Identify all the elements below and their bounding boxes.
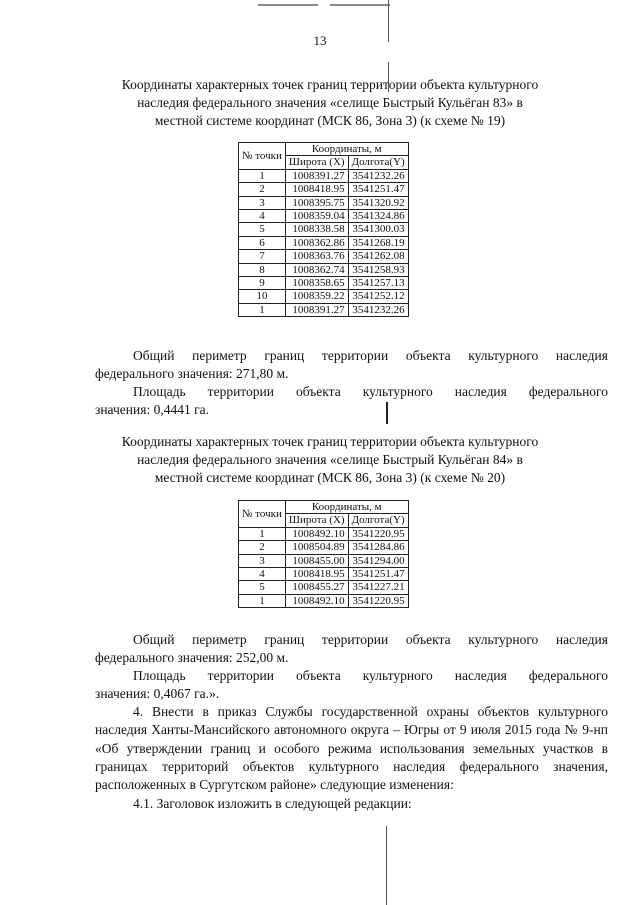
perimeter-text-2: Общий периметр границ территории объекта культурного наследия [133, 632, 608, 647]
table-row [239, 169, 409, 182]
perimeter-text-1-cont: федерального значения: 271,80 м. [95, 366, 289, 381]
point-number-cell: 1 [239, 594, 286, 607]
longitude-cell: 3541324.86 [348, 210, 408, 223]
latitude-cell: 1008492.10 [285, 527, 348, 540]
point-number-cell: 2 [239, 541, 286, 554]
longitude-cell: 3541232.26 [348, 303, 408, 316]
heading-line: наследия федерального значения «селище Быстрый Кульёган 84» в [137, 452, 523, 467]
point-number-cell: 4 [239, 568, 286, 581]
latitude-cell: 1008455.00 [285, 554, 348, 567]
table-row [239, 250, 409, 263]
table-row [239, 541, 409, 554]
longitude-cell: 3541220.95 [348, 594, 408, 607]
scan-artifact [386, 826, 387, 905]
point-number-cell: 1 [239, 527, 286, 540]
section-heading-1 [60, 76, 600, 130]
header-point-number: № точки [239, 501, 286, 528]
longitude-cell: 3541251.47 [348, 183, 408, 196]
latitude-cell: 1008504.89 [285, 541, 348, 554]
table-row [239, 303, 409, 316]
longitude-cell: 3541268.19 [348, 236, 408, 249]
heading-line: Координаты характерных точек границ территории объекта культурного [121, 434, 539, 449]
longitude-cell: 3541300.03 [348, 223, 408, 236]
heading-line: наследия федерального значения «селище Быстрый Кульёган 83» в [137, 95, 523, 110]
section-heading-2 [60, 433, 600, 487]
perimeter-text-1: Общий периметр границ территории объекта культурного наследия [133, 348, 608, 363]
point-number-cell: 8 [239, 263, 286, 276]
longitude-cell: 3541220.95 [348, 527, 408, 540]
header-latitude: Широта (X) [285, 156, 348, 169]
longitude-cell: 3541294.00 [348, 554, 408, 567]
header-latitude: Широта (X) [285, 514, 348, 527]
latitude-cell: 1008418.95 [285, 568, 348, 581]
coordinates-table-1 [238, 142, 409, 317]
point-number-cell: 6 [239, 236, 286, 249]
item-4-paragraph: 4. Внести в приказ Службы государственной охраны объектов культурного наследия Ханты-Мансийского автономного округа – Югры от 9 июля 2015 года № 9-нп «Об утверждении границ и особого режима использования земельных участков в границах территорий объектов культурного наследия федерального значения, расположенных в Сургутском районе» следующие изменения: [95, 704, 608, 793]
point-number-cell: 2 [239, 183, 286, 196]
longitude-cell: 3541320.92 [348, 196, 408, 209]
item-4-1-paragraph: 4.1. Заголовок изложить в следующей редакции: [133, 796, 412, 811]
table-row [239, 236, 409, 249]
longitude-cell: 3541258.93 [348, 263, 408, 276]
point-number-cell: 3 [239, 554, 286, 567]
longitude-cell: 3541284.86 [348, 541, 408, 554]
header-longitude: Долгота(Y) [348, 156, 408, 169]
area-text-1: Площадь территории объекта культурного наследия федерального [133, 384, 608, 399]
area-text-1-cont: значения: 0,4441 га. [95, 402, 209, 417]
longitude-cell: 3541251.47 [348, 568, 408, 581]
header-point-number: № точки [239, 143, 286, 170]
latitude-cell: 1008362.74 [285, 263, 348, 276]
table-row [239, 196, 409, 209]
latitude-cell: 1008359.22 [285, 290, 348, 303]
latitude-cell: 1008359.04 [285, 210, 348, 223]
table-row [239, 290, 409, 303]
point-number-cell: 5 [239, 223, 286, 236]
latitude-cell: 1008391.27 [285, 169, 348, 182]
point-number-cell: 1 [239, 303, 286, 316]
latitude-cell: 1008362.86 [285, 236, 348, 249]
point-number-cell: 7 [239, 250, 286, 263]
table-row [239, 568, 409, 581]
longitude-cell: 3541232.26 [348, 169, 408, 182]
table-row [239, 263, 409, 276]
table-row [239, 581, 409, 594]
heading-line: Координаты характерных точек границ территории объекта культурного [121, 77, 539, 92]
heading-line: местной системе координат (МСК 86, Зона 3) (к схеме № 20) [154, 470, 506, 485]
page-number: 13 [313, 33, 327, 48]
point-number-cell: 3 [239, 196, 286, 209]
point-number-cell: 10 [239, 290, 286, 303]
table-row [239, 554, 409, 567]
latitude-cell: 1008418.95 [285, 183, 348, 196]
table-row [239, 594, 409, 607]
longitude-cell: 3541262.08 [348, 250, 408, 263]
point-number-cell: 4 [239, 210, 286, 223]
area-text-2-cont: значения: 0,4067 га.». [95, 686, 220, 701]
coordinates-table-2 [238, 500, 409, 608]
latitude-cell: 1008455.27 [285, 581, 348, 594]
header-longitude: Долгота(Y) [348, 514, 408, 527]
longitude-cell: 3541227.21 [348, 581, 408, 594]
scan-artifact [258, 4, 318, 6]
table-row [239, 223, 409, 236]
longitude-cell: 3541252.12 [348, 290, 408, 303]
header-coordinates: Координаты, м [285, 143, 408, 156]
latitude-cell: 1008363.76 [285, 250, 348, 263]
latitude-cell: 1008391.27 [285, 303, 348, 316]
table-row [239, 277, 409, 290]
header-coordinates: Координаты, м [285, 501, 408, 514]
latitude-cell: 1008358.65 [285, 277, 348, 290]
table-row [239, 183, 409, 196]
point-number-cell: 5 [239, 581, 286, 594]
longitude-cell: 3541257.13 [348, 277, 408, 290]
perimeter-text-2-cont: федерального значения: 252,00 м. [95, 650, 289, 665]
latitude-cell: 1008395.75 [285, 196, 348, 209]
table-row [239, 210, 409, 223]
latitude-cell: 1008492.10 [285, 594, 348, 607]
heading-line: местной системе координат (МСК 86, Зона 3) (к схеме № 19) [154, 113, 506, 128]
point-number-cell: 9 [239, 277, 286, 290]
latitude-cell: 1008338.58 [285, 223, 348, 236]
area-text-2: Площадь территории объекта культурного наследия федерального [133, 668, 608, 683]
point-number-cell: 1 [239, 169, 286, 182]
scan-artifact [330, 4, 390, 6]
table-row [239, 527, 409, 540]
